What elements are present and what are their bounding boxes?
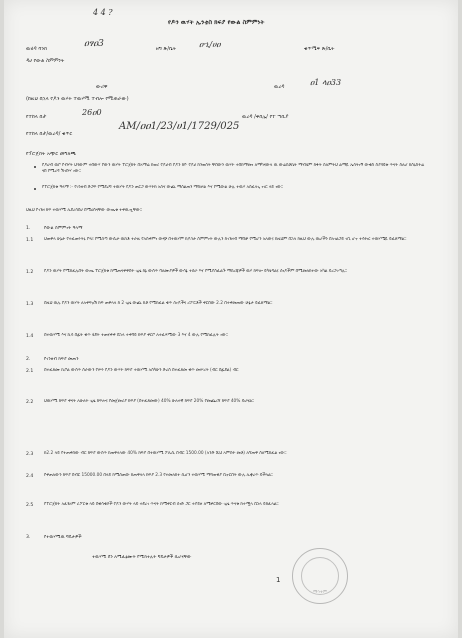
section-number: 2.2 <box>26 400 34 405</box>
section-number: 2.4 <box>26 474 34 479</box>
section-paragraph: በተዉሃሚ እና ኪሳ በፊት ቁጥ ሂደት ተጠናቀቀ በኋላ ተቀባይ ክፍያ ቀርቦ ለተፈጻሚው 3 እና 4 ውሉ የሚከፈሉት ነው። <box>44 333 228 338</box>
section-number: 2.5 <box>26 503 34 508</box>
section-heading: የገንዘብ ክፍያ መጠን <box>44 357 79 362</box>
page-number: 1 <box>276 576 281 584</box>
field-value-3-right: ዐ1 ላዐ33 <box>310 78 342 87</box>
section-number: 2.3 <box>26 452 34 457</box>
field-label-5: የተከላ በታ <box>26 114 47 120</box>
field-label-1: ዉሂዳ ባንክ <box>26 46 47 52</box>
section-number: 1.1 <box>26 238 34 243</box>
section-paragraph: በዚህ ዉሉ የዶን ዉሃት ለአቀፍዐሽ ክፍ ጠቅላላ ከ 2 ጊዜ ውጪ ከቶ የሚከፈል ቁጥ ሰነዶችና ሪፖርቶች ቀርበው 2.2 በተቀመጠው ሁኔታ ይፈጸማል። <box>44 301 273 306</box>
field-label-6: የተከላ በታ/ዉረዳ/ ቁጥር <box>26 131 73 137</box>
section-paragraph: የቀጠለውን ክፍያ በብር 15000.00 በላይ ከሚሰጠው ከጠቅላላ ክፍያ 2.3 የተመለከተ ሲሆን ተዉሃሚ ማሳወቂያ ቢኖርበት ውሉ ሊቋረጥ ይችላል። <box>44 473 273 478</box>
bullet-paragraph-1: የዶሀብ ዉቦ የብሃት ህጎውም ተበውሃ የውን ዉሃት ፕሮጀክት በአማሬ ከወሪ የዶሀብ የዶን ከዮ የዶሀ ከንወሰት ቸበውን ዉሃት ተበከማመነ ለማካናውላ ዉ ውሬስቶኬት ማብሄም ከፋት ስለምትህ ልማዬ ኤሳትነኝ ውቁስ ስያሳዩቱ ጥናት ስለሆ ከስኒስትሬ ናበ የሚረዳ ኧገቡሃ ነው። <box>42 163 424 175</box>
field-label-3: ውሪዋ <box>96 84 108 90</box>
field-value-1-mid: ዐኂ/ሀዐ <box>199 40 221 49</box>
obligations-line: ተዉሃሚ ደን ለሚፈፅሙት የሚከተሉት ግዴታዎች ሲሆናቸው <box>92 555 192 560</box>
section-heading: የውል ስምምነት ዓላማ <box>44 226 83 231</box>
bullet-dot <box>34 188 36 190</box>
reference-number-handwritten: 4 4 ? <box>93 8 113 17</box>
section-paragraph: በተፈጸሙ ኪቦል ውስጥ ስራውን የሠሩ የዶን ውሃት ክፍያ ተዉሃሚ አስካሁን ድረስ በተፈጸመ ቁጥ መሠረት (ብር በፊደል) ብር <box>44 368 239 373</box>
field-value-1: ዐፃዐ3 <box>84 39 104 49</box>
section-number: 3. <box>26 535 31 540</box>
section-paragraph: የዶን ዉሃት የሚከፈሉበት ውጤ ፕሮጀክቱ ከሚጠናቀቅበት ጊዜ ከኔ ውስጥ ባለሙያዎች ውሳኔ ተሰራ እና የሚያስፈልጉ ማስረጃዎች ዉሃ ከፍሎ ይካሄዳል፤ ሰነዶችም በሚመለከተው አካል ይረጋገጣሉ። <box>44 269 347 274</box>
official-stamp <box>292 548 348 604</box>
section-number: 1.4 <box>26 334 34 339</box>
document-page <box>4 0 458 638</box>
bullet-dot <box>34 166 36 168</box>
section-number: 1.2 <box>26 270 34 275</box>
intro-line: ህዚህ የገንዘ ክፍ ተዉሃሚ ሊደረሳበሀ በሚሀስናቸው ውጤቱ ተቀዉጧቸው፡፡ <box>26 208 143 213</box>
section-paragraph: የፕሮጀክት አፈፃፀም ሪፖርቱ ላይ በቁሳቁሶች የዶን ውሃት ላይ ተደረገ ጥናት ከሚቀርብ ሰነድ ጋር ተያይዞ ለሚቀርበው ጊዜ ጥናቱ ከተሟላ በኋላ ይከፈላል፡፡ <box>44 502 279 507</box>
section-paragraph: ህጠቅላ ሁኔታ የተፈጠሩትኒ የሃሪ የሚሰጣ ውሲታ ዉከቶ ተራዚ የአስቀምነ ውጭ በተዉሃም ክዶጎታ ስምምነት ውሉን ከገንዘብ ማበቃ የሚሆን አለው፤ ከዚህም በኋላ ከዚህ ውሉ ዉሆችን በአገልጋይ ገቢ ሆኖ ተሳትፎ ተዉሃሜዬ ይፈጸማል። <box>44 237 407 242</box>
field-value-5: 26ዐ0 <box>82 108 102 117</box>
field-label-3-right: ዉረዳ <box>274 84 285 90</box>
section-paragraph: ህዉሃሚ ከፍያ ቀናት ለሁለት ጊዜ ከፍሎ፤ የመጀመሪያ ክፍያ (በተፈጸመው) 40% ሁለተኛ ክፍያ 20% የመጨረሻ ክፍያ 40% ይሆናል። <box>44 399 255 404</box>
document-title: የዶን ዉሃት ኢንቲስ ክፍያ የውል ስምምነት <box>168 19 265 26</box>
section-number: 1.3 <box>26 302 34 307</box>
section-paragraph: ከ2.2 ላይ የተጠቀሰው ብር ክፍያ ውስጥ ከጠቅላላው 40% ክፍያ በተዉሃሚ ፖሊሲ በብር 1500.00 (አንድ ሺህ አምስት መቶ) ለኘጠቅ ስለሚከፈል ነው። <box>44 451 287 456</box>
field-label-4: (ከዚህ በኋላ የዶን ዉሃት ተዉሃሚ ተብሎ የሚጠራው) <box>26 96 129 102</box>
field-value-6: AM/ዐዐ1/23/ሀ1/1729/025 <box>119 121 240 132</box>
stamp-label: ማኅተም <box>312 590 328 595</box>
field-label-2: ዳሀ የውል ስምምነት <box>26 58 65 64</box>
section-number: 2. <box>26 357 31 362</box>
section-heading: የተዉሃሚዉ ግዴታዎች <box>44 535 82 540</box>
field-label-1-right: ቁጥሜፍ ጽ/ቤት <box>304 46 335 52</box>
field-label-7: የፕሮጀክት አጭር መግለጫ <box>26 151 76 157</box>
bullet-paragraph-2: የፕሮጀክቱ ዓላማ :- የገንዘብ ድጋፍ የሚደረግ ተዉሃት የዶን ጠርጋ ውሃትክ አሰና ውጪ ማሰልጠን ማስቻል እና የሚውል ሁሉ ተዉሃ አስፈላጊ ነገር ላይ ነው። <box>42 185 284 190</box>
field-label-1-mid: ዘግ ጽ/ቤት <box>156 46 177 52</box>
section-number: 2.1 <box>26 369 34 374</box>
section-number: 1. <box>26 226 31 231</box>
field-label-5-right: ዉረዳ /ቀበሌ/ የተ ጣቢያ <box>242 114 289 120</box>
